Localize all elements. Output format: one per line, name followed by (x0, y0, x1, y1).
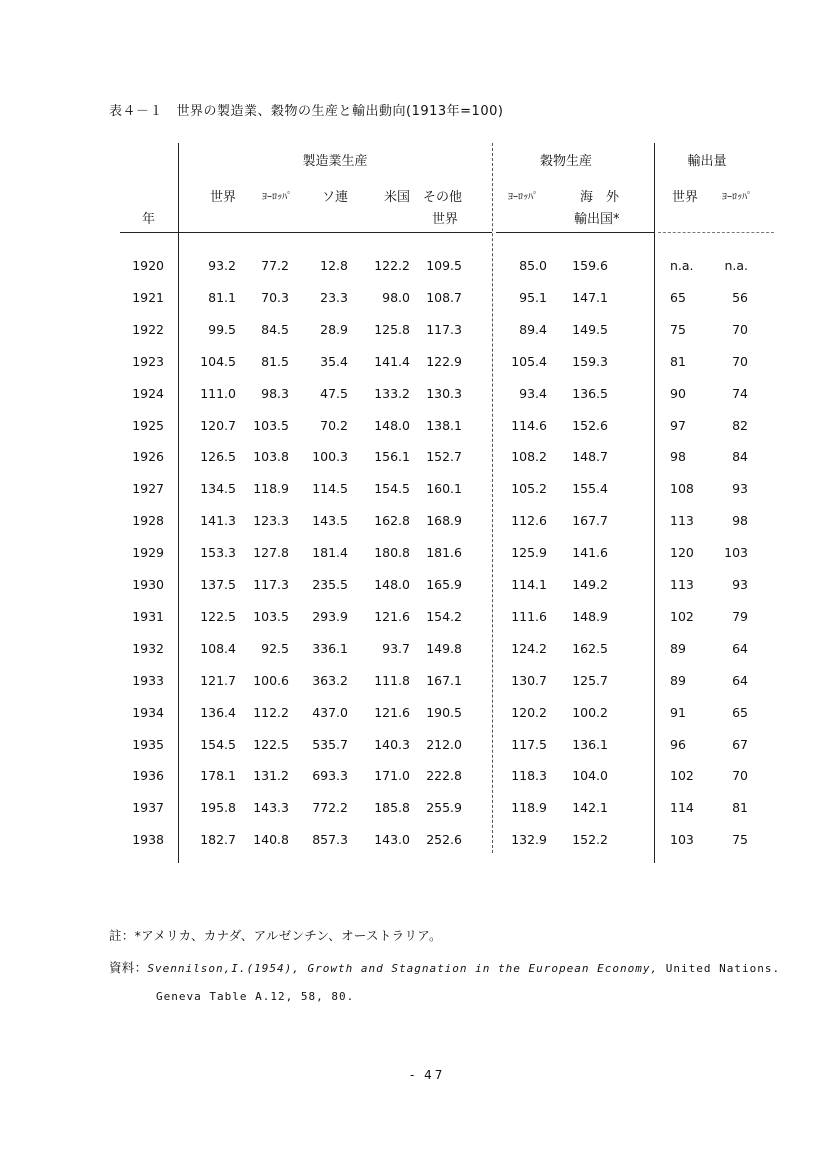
table-cell: 93.2 (208, 258, 236, 273)
table-cell: 120 (670, 545, 694, 561)
col-mfg-us: 米国 (383, 190, 410, 205)
col-mfg-other-1: その他 (423, 190, 463, 205)
source-label: 資料： (109, 960, 148, 975)
table-cell: 182.7 (200, 832, 236, 848)
table-cell: 103.8 (253, 449, 289, 465)
table-cell: 117.3 (426, 321, 462, 337)
table-cell: 65 (670, 289, 686, 305)
table-cell: 99.5 (208, 321, 236, 337)
row-year: 1924 (132, 385, 164, 401)
table-cell: 89.4 (519, 321, 547, 337)
row-year: 1937 (132, 800, 164, 816)
col-exp-world: 世界 (672, 190, 699, 205)
table-cell: 81.1 (208, 289, 236, 305)
table-cell: 152.6 (572, 417, 608, 433)
table-cell: 149.8 (426, 640, 462, 656)
table-cell: 98.3 (261, 385, 289, 401)
table-cell: 154.2 (426, 608, 462, 624)
col-mfg-world: 世界 (209, 190, 236, 205)
table-cell: 155.4 (572, 481, 608, 497)
row-year: 1925 (132, 417, 164, 433)
source-line-1 (109, 958, 780, 976)
table-cell: 93.7 (382, 640, 410, 656)
table-cell: 81.5 (261, 353, 289, 369)
table-cell: 121.7 (200, 672, 236, 688)
col-grain-europe: ﾖｰﾛｯﾊﾟ (508, 192, 538, 203)
table-cell: 114.5 (312, 481, 348, 497)
table-cell: 185.8 (374, 800, 410, 816)
table-cell: 143.0 (374, 832, 410, 848)
table-cell: 118.9 (511, 800, 547, 816)
table-cell: 190.5 (426, 704, 462, 720)
table-cell: 125.9 (511, 545, 547, 561)
table-cell: 84 (732, 449, 748, 465)
table-cell: 693.3 (312, 768, 348, 784)
table-cell: 111.6 (511, 608, 547, 624)
table-cell: 103.5 (253, 417, 289, 433)
table-cell: n.a. (724, 258, 748, 273)
table-cell: 118.3 (511, 768, 547, 784)
table-cell: 121.6 (374, 704, 410, 720)
table-cell: 336.1 (312, 640, 348, 656)
table-cell: 111.0 (200, 385, 236, 401)
table-cell: 178.1 (200, 768, 236, 784)
table-cell: 67 (732, 736, 748, 752)
source-line-2: Geneva Table A.12, 58, 80. (156, 990, 355, 1003)
row-year: 1922 (132, 321, 164, 337)
table-cell: 114.1 (511, 577, 547, 592)
row-year: 1933 (132, 672, 164, 688)
table-cell: 130.3 (426, 385, 462, 401)
table-cell: 122.5 (200, 608, 236, 624)
table-cell: 143.3 (253, 800, 289, 816)
col-mfg-ussr: ソ連 (321, 190, 348, 205)
table-cell: 120.2 (511, 704, 547, 720)
table-cell: 772.2 (312, 800, 348, 816)
table-cell: 79 (732, 608, 748, 624)
page-number: - 47 (410, 1068, 446, 1082)
table-cell: 125.7 (572, 672, 608, 688)
divider-year (178, 143, 179, 863)
table-cell: 117.5 (511, 736, 547, 752)
source-citation: Svennilson,I.(1954), Growth and Stagnation in the European Economy, (147, 962, 659, 975)
table-cell: 89 (670, 672, 686, 688)
table-cell: 100.2 (572, 704, 608, 720)
table-cell: 70 (732, 353, 748, 369)
table-cell: 293.9 (312, 608, 348, 624)
table-cell: 109.5 (426, 258, 462, 273)
table-cell: 108.4 (200, 640, 236, 656)
table-cell: 81 (670, 353, 686, 369)
table-cell: 74 (732, 385, 748, 401)
table-cell: 113 (670, 577, 694, 592)
table-cell: 12.8 (320, 258, 348, 273)
table-cell: 118.9 (253, 481, 289, 497)
table-cell: 159.3 (572, 353, 608, 369)
source-publisher: United Nations. (658, 962, 781, 975)
table-cell: 134.5 (200, 481, 236, 497)
table-cell: 142.1 (572, 800, 608, 816)
col-mfg-europe: ﾖｰﾛｯﾊﾟ (262, 192, 292, 203)
table-cell: 102 (670, 768, 694, 784)
row-year: 1920 (132, 258, 164, 273)
table-cell: 133.2 (374, 385, 410, 401)
table-cell: 131.2 (253, 768, 289, 784)
table-cell: 105.2 (511, 481, 547, 497)
table-cell: 535.7 (312, 736, 348, 752)
divider-manufacturing (492, 143, 493, 853)
table-cell: 114.6 (511, 417, 547, 433)
table-cell: 437.0 (312, 704, 348, 720)
table-cell: 148.0 (374, 577, 410, 592)
table-cell: 148.7 (572, 449, 608, 465)
table-cell: 127.8 (253, 545, 289, 561)
table-cell: 167.7 (572, 513, 608, 529)
table-cell: 181.6 (426, 545, 462, 561)
table-cell: 122.9 (426, 353, 462, 369)
table-cell: 102 (670, 608, 694, 624)
table-cell: 114 (670, 800, 694, 816)
table-cell: 47.5 (320, 385, 348, 401)
header-rule-exports (658, 232, 774, 233)
table-cell: 120.7 (200, 417, 236, 433)
table-cell: 235.5 (312, 577, 348, 592)
group-grain: 穀物生産 (539, 154, 592, 169)
table-cell: 160.1 (426, 481, 462, 497)
table-cell: 108.7 (426, 289, 462, 305)
table-cell: 180.8 (374, 545, 410, 561)
table-cell: 137.5 (200, 577, 236, 592)
table-cell: 195.8 (200, 800, 236, 816)
table-cell: 70.3 (261, 289, 289, 305)
row-year: 1921 (132, 289, 164, 305)
col-exp-europe: ﾖｰﾛｯﾊﾟ (722, 192, 752, 203)
table-cell: 105.4 (511, 353, 547, 369)
table-cell: 35.4 (320, 353, 348, 369)
table-cell: 93.4 (519, 385, 547, 401)
table-cell: 70 (732, 768, 748, 784)
table-cell: 136.5 (572, 385, 608, 401)
table-cell: 100.6 (253, 672, 289, 688)
table-cell: 89 (670, 640, 686, 656)
table-cell: 93 (732, 577, 748, 592)
col-grain-overseas-2: 輸出国* (574, 212, 620, 227)
table-cell: 65 (732, 704, 748, 720)
table-cell: 156.1 (374, 449, 410, 465)
table-cell: 141.3 (200, 513, 236, 529)
table-cell: 167.1 (426, 672, 462, 688)
table-cell: 103 (670, 832, 694, 848)
group-exports: 輸出量 (687, 154, 727, 169)
table-cell: 126.5 (200, 449, 236, 465)
table-cell: 84.5 (261, 321, 289, 337)
table-cell: 97 (670, 417, 686, 433)
col-grain-overseas-1: 海 外 (580, 190, 620, 205)
table-cell: 130.7 (511, 672, 547, 688)
table-cell: 98 (732, 513, 748, 529)
table-cell: 255.9 (426, 800, 462, 816)
row-year: 1928 (132, 513, 164, 529)
table-cell: 104.0 (572, 768, 608, 784)
table-cell: 98 (670, 449, 686, 465)
table-cell: 91 (670, 704, 686, 720)
table-cell: 138.1 (426, 417, 462, 433)
table-cell: 162.5 (572, 640, 608, 656)
table-cell: 222.8 (426, 768, 462, 784)
divider-grain (654, 143, 655, 863)
row-year: 1926 (132, 449, 164, 465)
row-year: 1931 (132, 608, 164, 624)
table-cell: 23.3 (320, 289, 348, 305)
row-year: 1929 (132, 545, 164, 561)
footnote: 註：*アメリカ、カナダ、アルゼンチン、オーストラリア。 (109, 928, 442, 943)
table-cell: 165.9 (426, 577, 462, 592)
table-cell: 125.8 (374, 321, 410, 337)
row-year: 1932 (132, 640, 164, 656)
table-cell: 64 (732, 640, 748, 656)
table-cell: 82 (732, 417, 748, 433)
row-year: 1934 (132, 704, 164, 720)
table-cell: 108.2 (511, 449, 547, 465)
table-cell: 113 (670, 513, 694, 529)
table-cell: 149.2 (572, 577, 608, 592)
table-cell: n.a. (670, 258, 694, 273)
row-year: 1930 (132, 577, 164, 592)
table-cell: 149.5 (572, 321, 608, 337)
table-cell: 56 (732, 289, 748, 305)
table-cell: 153.3 (200, 545, 236, 561)
table-cell: 181.4 (312, 545, 348, 561)
table-cell: 103 (724, 545, 748, 561)
table-cell: 70.2 (320, 417, 348, 433)
table-cell: 85.0 (519, 258, 547, 273)
table-cell: 152.2 (572, 832, 608, 848)
table-cell: 136.1 (572, 736, 608, 752)
table-cell: 75 (732, 832, 748, 848)
table-cell: 140.8 (253, 832, 289, 848)
table-cell: 98.0 (382, 289, 410, 305)
table-cell: 159.6 (572, 258, 608, 273)
table-cell: 90 (670, 385, 686, 401)
table-cell: 75 (670, 321, 686, 337)
table-cell: 154.5 (374, 481, 410, 497)
table-cell: 64 (732, 672, 748, 688)
table-cell: 96 (670, 736, 686, 752)
table-cell: 77.2 (261, 258, 289, 273)
table-cell: 104.5 (200, 353, 236, 369)
table-cell: 95.1 (519, 289, 547, 305)
table-cell: 111.8 (374, 672, 410, 688)
table-cell: 141.4 (374, 353, 410, 369)
table-cell: 171.0 (374, 768, 410, 784)
table-cell: 108 (670, 481, 694, 497)
table-cell: 148.0 (374, 417, 410, 433)
table-cell: 123.3 (253, 513, 289, 529)
row-year: 1936 (132, 768, 164, 784)
table-cell: 141.6 (572, 545, 608, 561)
table-cell: 112.2 (253, 704, 289, 720)
table-cell: 252.6 (426, 832, 462, 848)
table-cell: 154.5 (200, 736, 236, 752)
table-cell: 148.9 (572, 608, 608, 624)
row-year: 1935 (132, 736, 164, 752)
table-cell: 857.3 (312, 832, 348, 848)
group-manufacturing: 製造業生産 (302, 154, 368, 169)
col-year: 年 (142, 212, 156, 227)
row-year: 1938 (132, 832, 164, 848)
table-cell: 162.8 (374, 513, 410, 529)
row-year: 1927 (132, 481, 164, 497)
col-mfg-other-2: 世界 (432, 212, 459, 227)
table-cell: 70 (732, 321, 748, 337)
table-cell: 112.6 (511, 513, 547, 529)
table-cell: 132.9 (511, 832, 547, 848)
table-cell: 81 (732, 800, 748, 816)
table-cell: 117.3 (253, 577, 289, 592)
table-cell: 103.5 (253, 608, 289, 624)
table-cell: 212.0 (426, 736, 462, 752)
table-cell: 140.3 (374, 736, 410, 752)
header-rule (120, 232, 492, 233)
table-cell: 100.3 (312, 449, 348, 465)
row-year: 1923 (132, 353, 164, 369)
table-cell: 168.9 (426, 513, 462, 529)
table-cell: 122.5 (253, 736, 289, 752)
table-cell: 93 (732, 481, 748, 497)
table-cell: 124.2 (511, 640, 547, 656)
table-cell: 147.1 (572, 289, 608, 305)
table-cell: 143.5 (312, 513, 348, 529)
header-rule-grain (496, 232, 654, 233)
table-cell: 152.7 (426, 449, 462, 465)
table-cell: 28.9 (320, 321, 348, 337)
table-cell: 136.4 (200, 704, 236, 720)
table-cell: 363.2 (312, 672, 348, 688)
table-cell: 121.6 (374, 608, 410, 624)
table-cell: 92.5 (261, 640, 289, 656)
table-cell: 122.2 (374, 258, 410, 273)
page-title: 表４－１ 世界の製造業、穀物の生産と輸出動向(1913年=100) (109, 104, 504, 119)
